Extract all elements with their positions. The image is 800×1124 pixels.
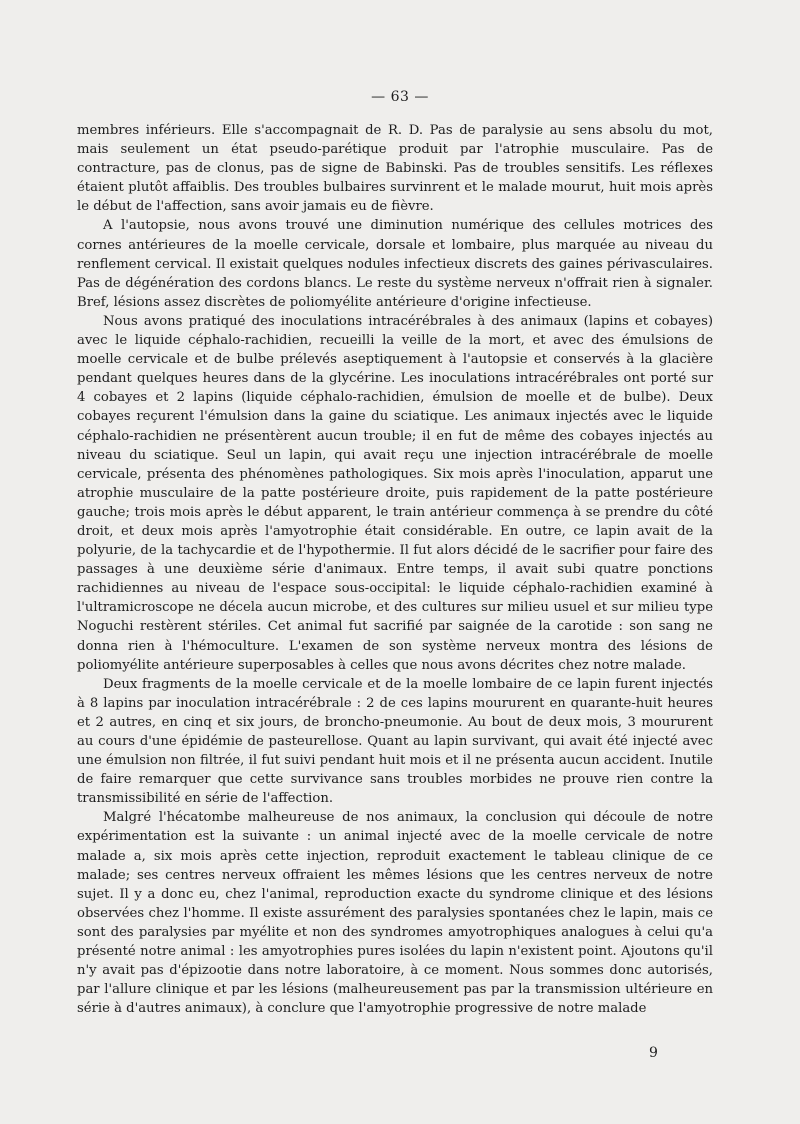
paragraph-2: A l'autopsie, nous avons trouvé une diminution numérique des cellules motrices des cornes antérieures de la moelle cervicale, dorsale et lombaire, plus marquée au niveau du renflement cervical. Il existait quelques nodules infectieux discrets des gaines périvasculaires. Pas de dégénération des cordons blancs. Le reste du système nerveux n'offrait rien à signaler. Bref, lésions assez discrètes de poliomyélite antérieure d'origine infectieuse. [77, 218, 713, 310]
paragraph-4: Deux fragments de la moelle cervicale et de la moelle lombaire de ce lapin furent injectés à 8 lapins par inoculation intracérébrale : 2 de ces lapins moururent en quarante-huit heures et 2 autres, en cinq et six jours, de broncho-pneumonie. Au bout de deux mois, 3 moururent au cours d'une épidémie de pasteurellose. Quant au lapin survivant, qui avait été injecté avec une émulsion non filtrée, il fut suivi pendant huit mois et il ne présenta aucun accident. Inutile de faire remarquer que cette survivance sans troubles morbides ne prouve rien contre la transmissibilité en série de l'affection. [77, 676, 713, 807]
body-text [77, 121, 713, 1018]
signature-mark: 9 [649, 1045, 658, 1061]
paragraph-1: membres inférieurs. Elle s'accompagnait de R. D. Pas de paralysie au sens absolu du mot, mais seulement un état pseudo-parétique produit par l'atrophie musculaire. Pas de contracture, pas de clonus, pas de signe de Babinski. Pas de troubles sensitifs. Les réflexes étaient plutôt affaiblis. Des troubles bulbaires survinrent et le malade mourut, huit mois après le début de l'affection, sans avoir jamais eu de fièvre. [77, 123, 713, 215]
paragraph-3: Nous avons pratiqué des inoculations intracérébrales à des animaux (lapins et cobayes) avec le liquide céphalo-rachidien, recueilli la veille de la mort, et avec des émulsions de moelle cervicale et de bulbe prélevés aseptiquement à l'autopsie et conservés à la glacière pendant quelques heures dans de la glycérine. Les inoculations intracérébrales ont porté sur 4 cobayes et 2 lapins (liquide céphalo-rachidien, émulsion de moelle et de bulbe). Deux cobayes reçurent l'émulsion dans la gaine du sciatique. Les animaux injectés avec le liquide céphalo-rachidien ne présentèrent aucun trouble; il en fut de même des cobayes injectés au niveau du sciatique. Seul un lapin, qui avait reçu une injection intracérébrale de moelle cervicale, présenta des phénomènes pathologiques. Six mois après l'inoculation, apparut une atrophie musculaire de la patte postérieure droite, puis rapidement de la patte postérieure gauche; trois mois après le début apparent, le train antérieur commença à se prendre du côté droit, et deux mois après l'amyotrophie était considérable. En outre, ce lapin avait de la polyurie, de la tachycardie et de l'hypothermie. Il fut alors décidé de le sacrifier pour faire des passages à une deuxième série d'animaux. Entre temps, il avait subi quatre ponctions rachidiennes au niveau de l'espace sous-occipital: le liquide céphalo-rachidien examiné à l'ultramicroscope ne décela aucun microbe, et des cultures sur milieu usuel et sur milieu type Noguchi restèrent stériles. Cet animal fut sacrifié par saignée de la carotide : son sang ne donna rien à l'hémoculture. L'examen de son système nerveux montra des lésions de poliomyélite antérieure superposables à celles que nous avons décrites chez notre malade. [77, 313, 713, 673]
page-number: — 63 — [371, 89, 429, 105]
paragraph-5: Malgré l'hécatombe malheureuse de nos animaux, la conclusion qui découle de notre expérimentation est la suivante : un animal injecté avec de la moelle cervicale de notre malade a, six mois après cette injection, reproduit exactement le tableau clinique de ce malade; ses centres nerveux offraient les mêmes lésions que les centres nerveux de notre sujet. Il y a donc eu, chez l'animal, reproduction exacte du syndrome clinique et des lésions observées chez l'homme. Il existe assurément des paralysies spontanées chez le lapin, mais ce sont des paralysies par myélite et non des syndromes amyotrophiques analogues à celui qu'a présenté notre animal : les amyotrophies pures isolées du lapin n'existent point. Ajoutons qu'il n'y avait pas d'épizootie dans notre laboratoire, à ce moment. Nous sommes donc autorisés, par l'allure clinique et par les lésions (malheureusement pas par la transmission ultérieure en série à d'autres animaux), à conclure que l'amyotrophie progressive de notre malade [77, 810, 713, 1017]
